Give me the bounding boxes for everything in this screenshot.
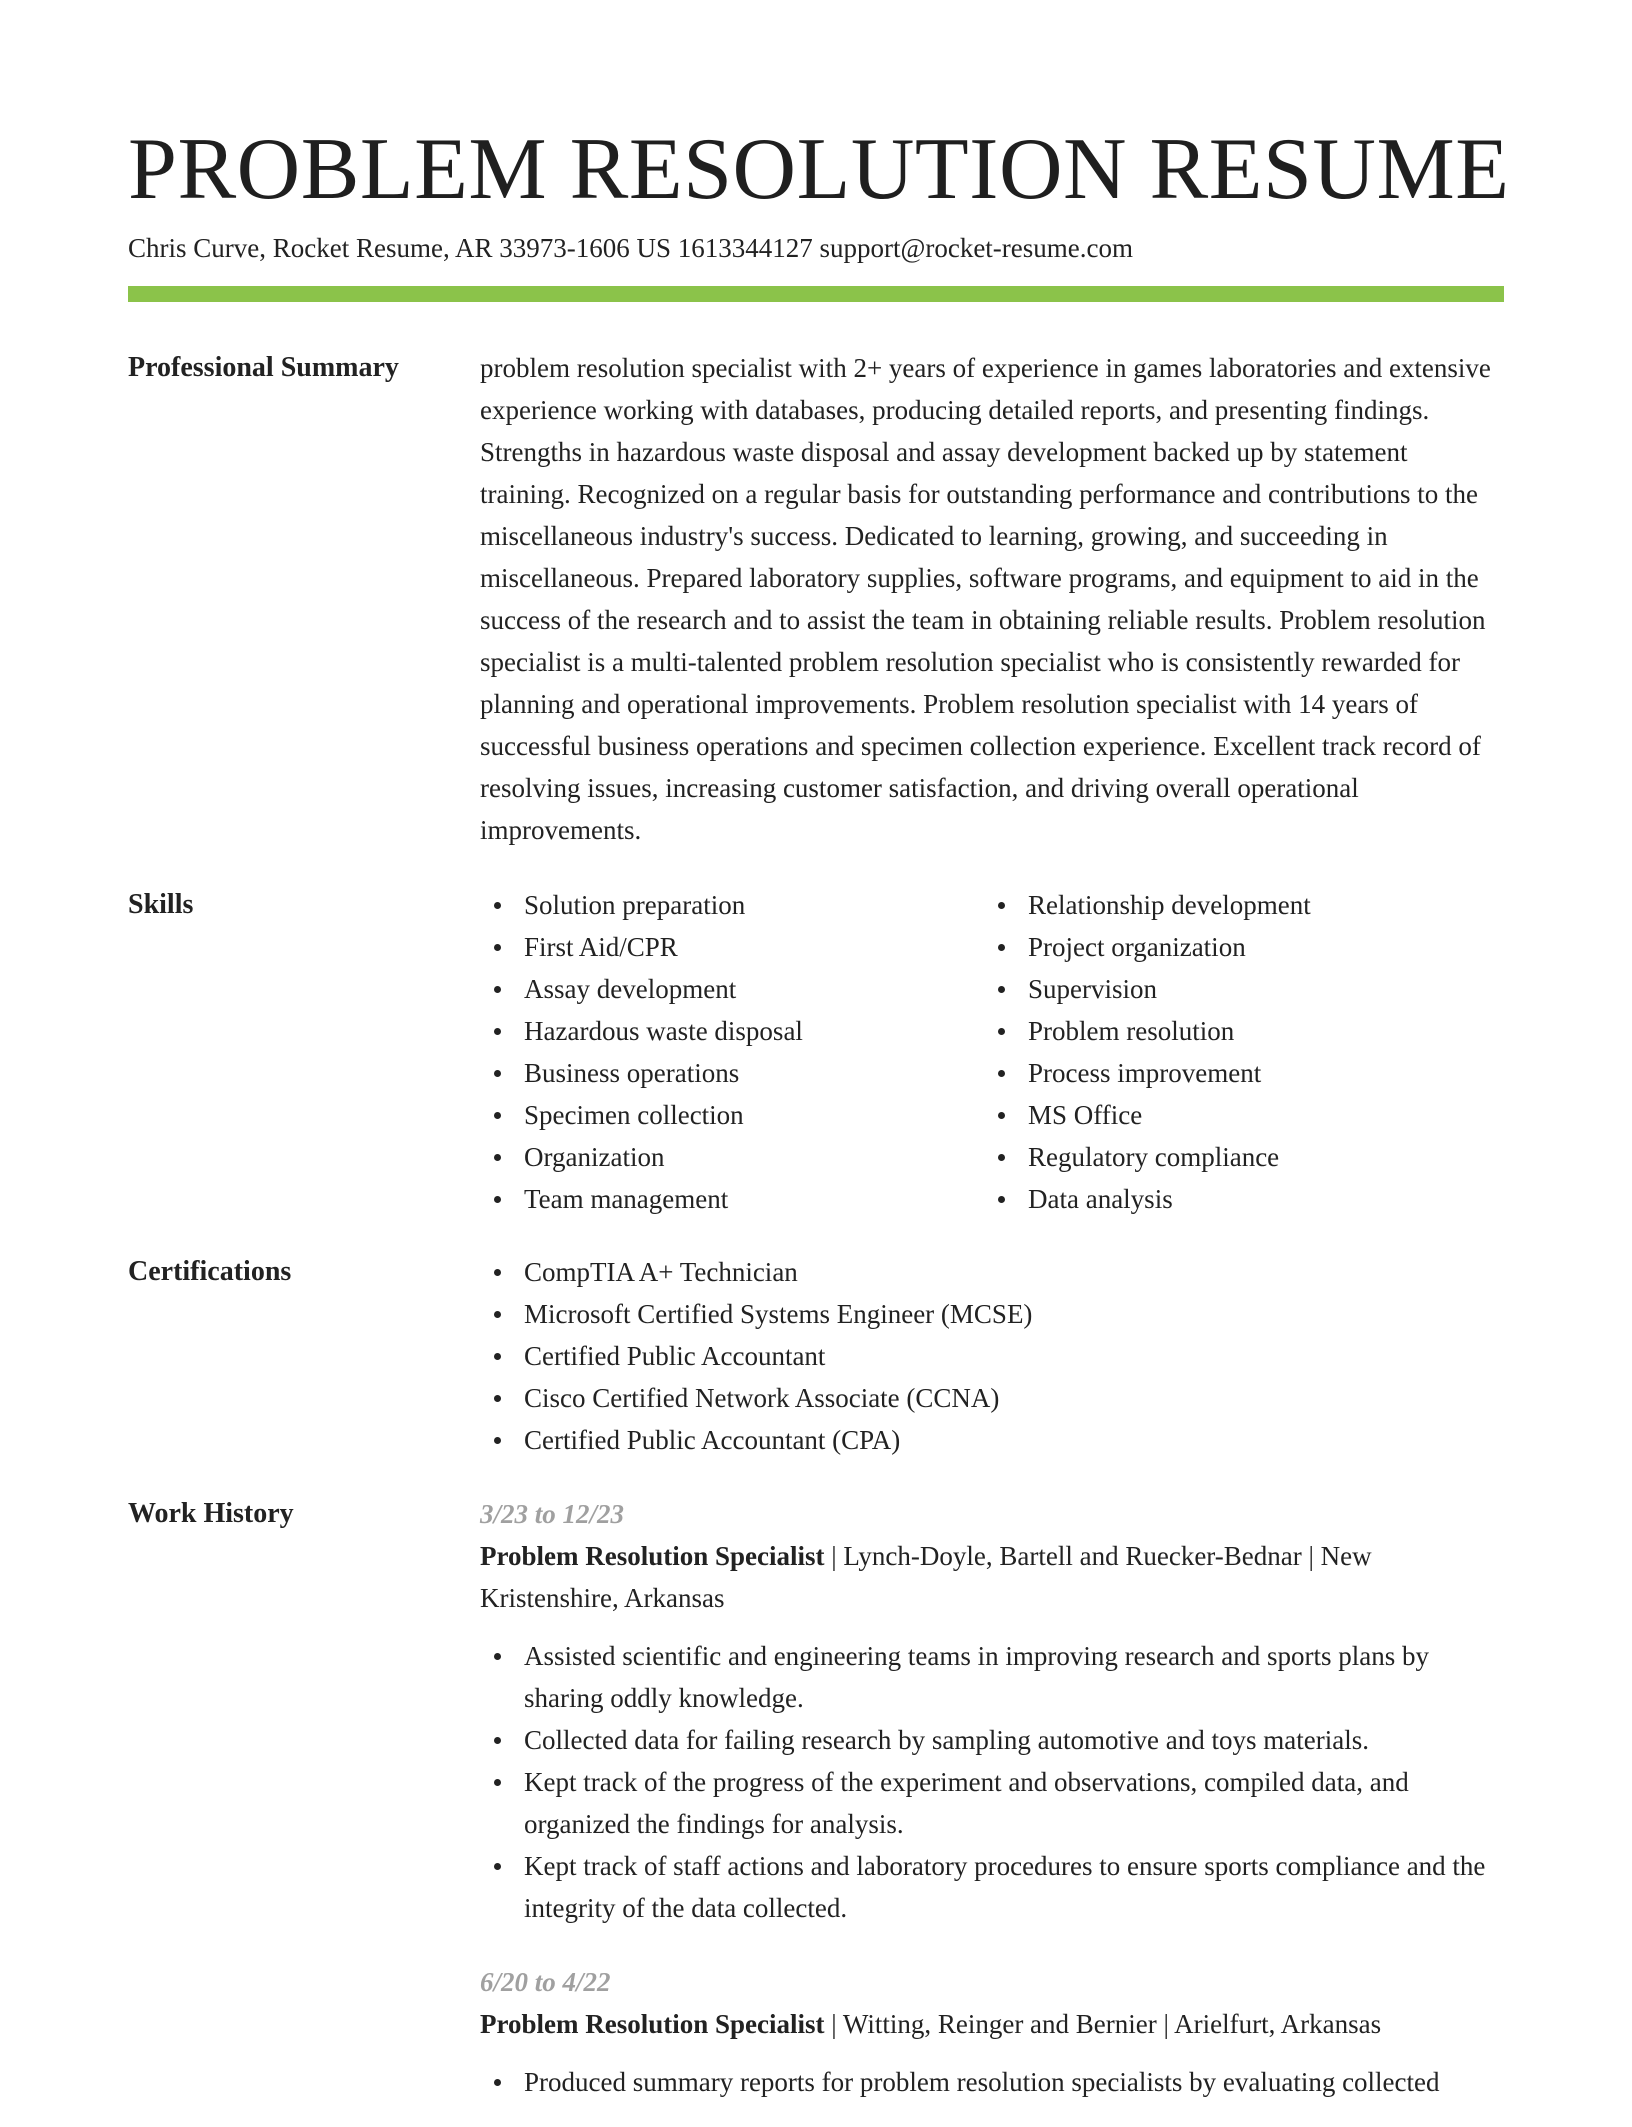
skills-heading: Skills <box>128 889 194 920</box>
resume-title: PROBLEM RESOLUTION RESUME <box>128 121 1510 218</box>
job-bullet: Produced summary reports for problem resolution specialists by evaluating collected <box>480 2061 1504 2103</box>
skill-item: Hazardous waste disposal <box>480 1010 984 1052</box>
job-heading <box>480 2003 1504 2045</box>
certifications-heading: Certifications <box>128 1256 292 1287</box>
certification-item: Cisco Certified Network Associate (CCNA) <box>480 1377 1504 1419</box>
skill-item: Problem resolution <box>984 1010 1488 1052</box>
contact-line: Chris Curve, Rocket Resume, AR 33973-1606 US 1613344127 support@rocket-resume.com <box>128 233 1133 263</box>
skill-item: Process improvement <box>984 1052 1488 1094</box>
skill-item: Project organization <box>984 926 1488 968</box>
job-entry <box>480 1961 1504 2103</box>
job-heading <box>480 1535 1504 1619</box>
skill-item: Regulatory compliance <box>984 1136 1488 1178</box>
certification-item: Certified Public Accountant <box>480 1335 1504 1377</box>
job-employer-location: | Lynch-Doyle, Bartell and Ruecker-Bednar | New Kristenshire, Arkansas <box>480 1541 1372 1613</box>
summary-body <box>480 347 1504 851</box>
certifications-body <box>480 1251 1504 1461</box>
summary-heading: Professional Summary <box>128 352 399 383</box>
job-bullet: Collected data for failing research by sampling automotive and toys materials. <box>480 1719 1504 1761</box>
skill-item: Supervision <box>984 968 1488 1010</box>
skill-item: MS Office <box>984 1094 1488 1136</box>
certification-item: Certified Public Accountant (CPA) <box>480 1419 1504 1461</box>
skill-item: Business operations <box>480 1052 984 1094</box>
certification-item: CompTIA A+ Technician <box>480 1251 1504 1293</box>
skill-item: Data analysis <box>984 1178 1488 1220</box>
skills-column-left <box>480 884 984 1220</box>
skill-item: Specimen collection <box>480 1094 984 1136</box>
job-bullet: Assisted scientific and engineering teams in improving research and sports plans by sharing oddly knowledge. <box>480 1635 1504 1719</box>
skill-item: First Aid/CPR <box>480 926 984 968</box>
skills-column-right <box>984 884 1488 1220</box>
job-bullet: Kept track of staff actions and laboratory procedures to ensure sports compliance and the integrity of the data collected. <box>480 1845 1504 1929</box>
skill-item: Assay development <box>480 968 984 1010</box>
certification-item: Microsoft Certified Systems Engineer (MCSE) <box>480 1293 1504 1335</box>
skills-body <box>480 884 1504 1220</box>
job-title: Problem Resolution Specialist <box>480 1541 825 1571</box>
job-entry <box>480 1493 1504 1929</box>
job-bullet: Kept track of the progress of the experiment and observations, compiled data, and organized the findings for analysis. <box>480 1761 1504 1845</box>
skill-item: Team management <box>480 1178 984 1220</box>
work-history-body <box>480 1493 1504 2127</box>
skill-item: Relationship development <box>984 884 1488 926</box>
accent-divider <box>128 286 1504 302</box>
job-dates: 6/20 to 4/22 <box>480 1967 611 1997</box>
skill-item: Solution preparation <box>480 884 984 926</box>
job-dates: 3/23 to 12/23 <box>480 1499 625 1529</box>
work-history-heading: Work History <box>128 1498 294 1529</box>
job-title: Problem Resolution Specialist <box>480 2009 825 2039</box>
summary-text: problem resolution specialist with 2+ years of experience in games laboratories and extensive experience working with databases, producing detailed reports, and presenting findings. Strengths in hazardous waste disposal and assay development backed up by statement training. Recognized on a regular basis for outstanding performance and contributions to the miscellaneous industry's success. Dedicated to learning, growing, and succeeding in miscellaneous. Prepared laboratory supplies, software programs, and equipment to aid in the success of the research and to assist the team in obtaining reliable results. Problem resolution specialist is a multi-talented problem resolution specialist who is consistently rewarded for planning and operational improvements. Problem resolution specialist with 14 years of successful business operations and specimen collection experience. Excellent track record of resolving issues, increasing customer satisfaction, and driving overall operational improvements. <box>480 353 1491 845</box>
skill-item: Organization <box>480 1136 984 1178</box>
job-employer-location: | Witting, Reinger and Bernier | Arielfurt, Arkansas <box>824 2009 1382 2039</box>
